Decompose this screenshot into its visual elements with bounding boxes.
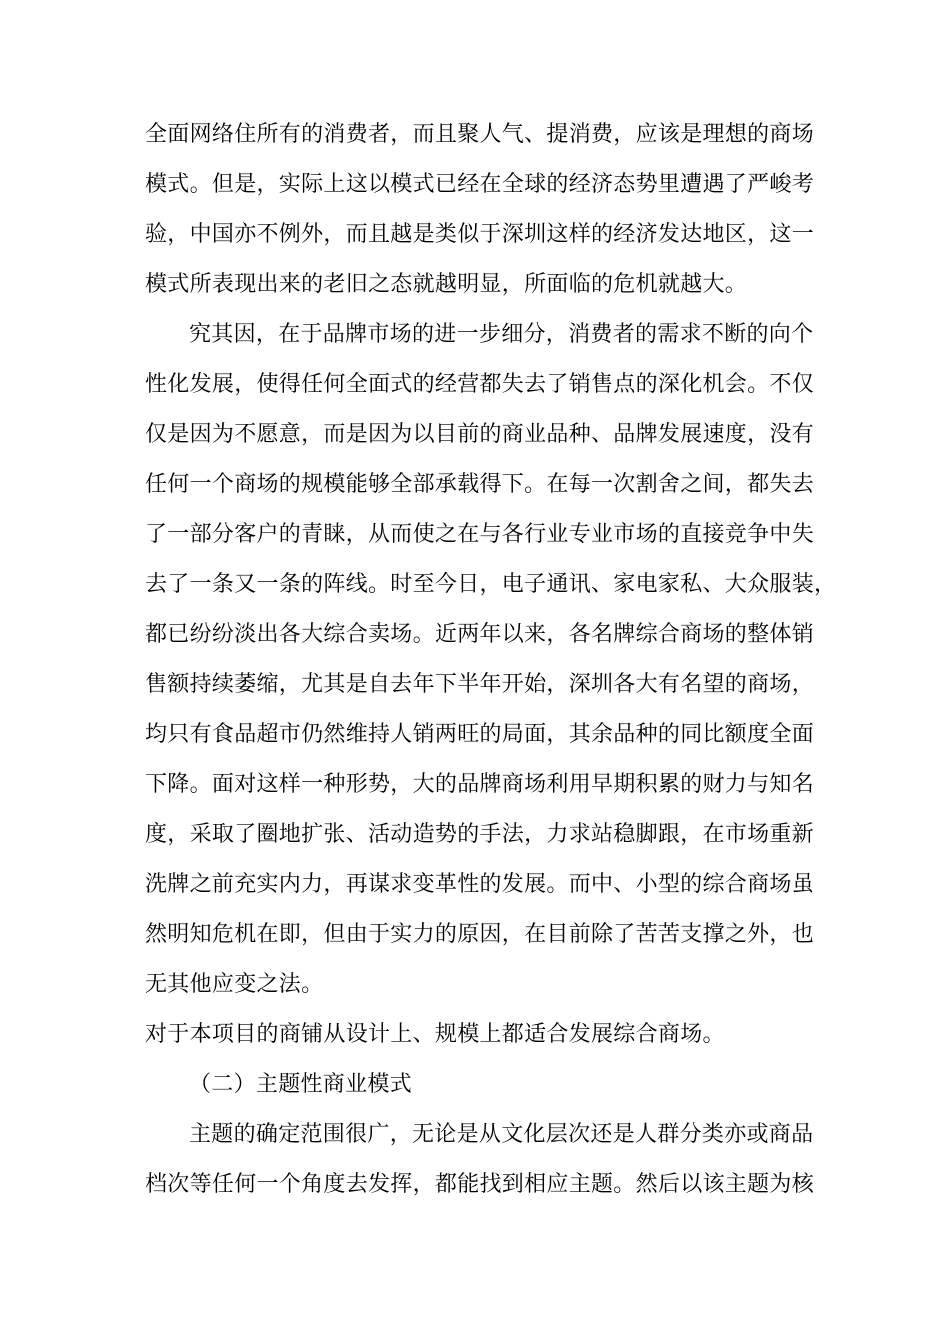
paragraph-2-line-1: 究其因，在于品牌市场的进一步细分，消费者的需求不断的向个 [189,322,814,347]
paragraph-2-line-14: 无其他应变之法。 [145,972,324,997]
paragraph-2-line-4: 任何一个商场的规模能够全部承载得下。在每一次割舍之间，都失去 [145,472,815,497]
paragraph-1-line-4: 模式所表现出来的老旧之态就越明显，所面临的危机就越大。 [145,272,748,297]
paragraph-3-line-1: 对于本项目的商铺从设计上、规模上都适合发展综合商场。 [145,1022,725,1047]
paragraph-1-line-1: 全面网络住所有的消费者，而且聚人气、提消费，应该是理想的商场 [145,122,815,147]
paragraph-1-line-2: 模式。但是，实际上这以模式已经在全球的经济态势里遭遇了严峻考 [145,172,815,197]
paragraph-2-line-3: 仅是因为不愿意，而是因为以目前的商业品种、品牌发展速度，没有 [145,422,815,447]
paragraph-1-line-3: 验，中国亦不例外，而且越是类似于深圳这样的经济发达地区，这一 [145,222,815,247]
paragraph-2-line-11: 度，采取了圈地扩张、活动造势的手法，力求站稳脚跟，在市场重新 [145,822,815,847]
paragraph-2-line-9: 均只有食品超市仍然维持人销两旺的局面，其余品种的同比额度全面 [145,722,815,747]
paragraph-4-line-2: 档次等任何一个角度去发挥，都能找到相应主题。然后以该主题为核 [145,1172,815,1197]
paragraph-4-line-1: 主题的确定范围很广，无论是从文化层次还是人群分类亦或商品 [189,1122,814,1147]
paragraph-2-line-2: 性化发展，使得任何全面式的经营都失去了销售点的深化机会。不仅 [145,372,815,397]
paragraph-2-line-8: 售额持续萎缩，尤其是自去年下半年开始，深圳各大有名望的商场， [145,672,815,697]
section-heading: （二）主题性商业模式 [189,1072,413,1097]
document-body [145,110,837,1210]
paragraph-2-line-10: 下降。面对这样一种形势，大的品牌商场利用早期积累的财力与知名 [145,772,815,797]
paragraph-2-line-7: 都已纷纷淡出各大综合卖场。近两年以来，各名牌综合商场的整体销 [145,622,815,647]
paragraph-2-line-13: 然明知危机在即，但由于实力的原因，在目前除了苦苦支撑之外，也 [145,922,815,947]
paragraph-2-line-5: 了一部分客户的青睐，从而使之在与各行业专业市场的直接竞争中失 [145,522,815,547]
paragraph-2-line-12: 洗牌之前充实内力，再谋求变革性的发展。而中、小型的综合商场虽 [145,872,815,897]
paragraph-2-line-6: 去了一条又一条的阵线。时至今日，电子通讯、家电家私、大众服装， [145,572,837,597]
